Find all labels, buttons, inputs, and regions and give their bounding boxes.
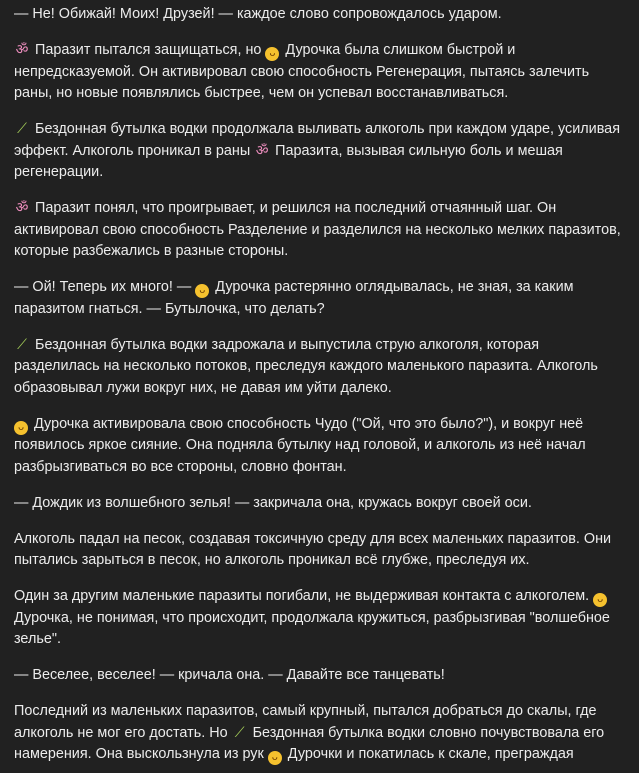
paragraph-9 <box>14 529 625 572</box>
text-segment: Паразита, вызывая сильную боль и мешая регенерации. <box>14 142 563 180</box>
text-segment: — Ой! Теперь их много! — <box>14 279 196 295</box>
paragraph-1 <box>14 4 625 26</box>
text-segment: Один за другим маленькие паразиты погибали, не выдерживая контакта с алкоголем. <box>14 588 594 604</box>
text-segment: Бездонная бутылка водки продолжала выливать алкоголь при каждом ударе, усиливая эффект. Алкоголь проникал в раны <box>14 121 620 159</box>
crazy-face-icon: ᴗ <box>268 751 282 765</box>
text-segment: Бездонная бутылка водки задрожала и выпустила струю алкоголя, которая разделилась на несколько потоков, преследуя каждого маленького паразита. Алкоголь образовывал лужи вокруг них, не давая им уйти далеко. <box>14 336 598 396</box>
bottle-icon: ⟋ <box>17 336 27 353</box>
text-segment: — Не! Обижай! Моих! Друзей! — каждое слово сопровождалось ударом. <box>14 6 502 22</box>
paragraph-6 <box>14 335 625 400</box>
text-segment: — Веселее, веселее! — кричала она. — Давайте все танцевать! <box>14 667 445 683</box>
text-segment: Дурочка, не понимая, что происходит, продолжала кружиться, разбрызгивая "волшебное зелье". <box>14 609 610 647</box>
paragraph-3 <box>14 119 625 184</box>
text-segment: Дурочка растерянно оглядывалась, не зная, за каким паразитом гнаться. — Бутылочка, что делать? <box>14 279 574 317</box>
paragraph-4 <box>14 198 625 263</box>
text-segment: Дурочка была слишком быстрой и непредсказуемой. Он активировал свою способность Регенерация, пытаясь залечить раны, но новые появлялись быстрее, чем он успевал восстанавливаться. <box>14 42 590 101</box>
worm-icon: ॐ <box>15 200 29 216</box>
paragraph-5 <box>14 277 625 320</box>
text-segment: Бездонная бутылка водки словно почувствовала его намерения. Она выскользнула из рук <box>14 724 605 762</box>
crazy-face-icon: ᴗ <box>195 284 209 298</box>
text-segment: Паразит понял, что проигрывает, и решился на последний отчаянный шаг. Он активировал свою способность Разделение и разделился на несколько мелких паразитов, которые разбежались в разные стороны. <box>14 200 621 259</box>
bottle-icon: ⟋ <box>234 724 245 741</box>
paragraph-12 <box>14 701 625 766</box>
text-segment: Паразит пытался защищаться, но <box>31 42 266 58</box>
text-segment: Алкоголь падал на песок, создавая токсичную среду для всех маленьких паразитов. Они пытались зарыться в песок, но алкоголь проникал всё глубже, преследуя их. <box>14 530 612 568</box>
crazy-face-icon: ᴗ <box>593 593 607 607</box>
crazy-face-icon: ᴗ <box>14 421 28 435</box>
paragraph-8 <box>14 493 625 515</box>
worm-icon: ॐ <box>15 42 29 58</box>
crazy-face-icon: ᴗ <box>265 47 279 61</box>
paragraph-10 <box>14 586 625 651</box>
paragraph-2 <box>14 40 625 105</box>
paragraph-7 <box>14 414 625 479</box>
paragraph-11 <box>14 665 625 687</box>
text-segment: Дурочка активировала свою способность Чудо ("Ой, что это было?"), и вокруг неё появилось яркое сияние. Она подняла бутылку над головой, и алкоголь из неё начал разбрызгиваться во все стороны, словно фонтан. <box>14 415 586 475</box>
text-segment: Последний из маленьких паразитов, самый крупный, пытался добраться до скалы, где алкоголь не мог его достать. Но <box>14 703 597 741</box>
text-segment: — Дождик из волшебного зелья! — закричала она, кружась вокруг своей оси. <box>14 494 532 511</box>
worm-icon: ॐ <box>255 142 269 159</box>
bottle-icon: ⟋ <box>17 121 27 137</box>
text-segment: Дурочки и покатилась к скале, преграждая <box>283 746 574 762</box>
